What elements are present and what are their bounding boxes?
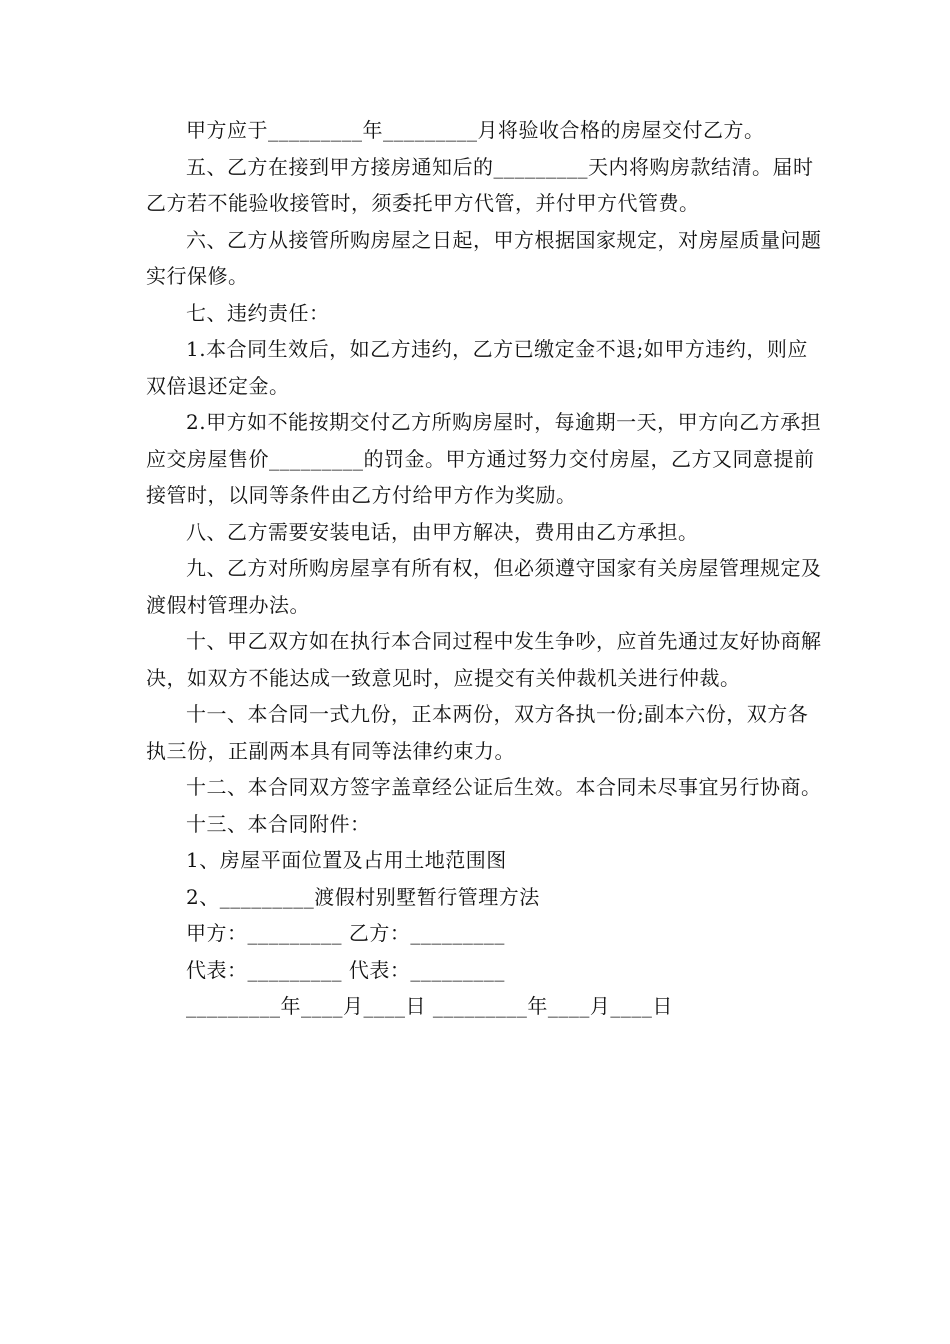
paragraph-attachment-2: 2、_________渡假村别墅暂行管理方法 xyxy=(186,884,540,909)
paragraph-attachment-1: 1、房屋平面位置及占用土地范围图 xyxy=(186,848,507,872)
paragraph-clause-11: 十一、本合同一式九份，正本两份，双方各执一份;副本六份，双方各执三份，正副两本具有同等法律约束力。 xyxy=(146,702,809,763)
document-page xyxy=(146,112,826,1025)
signature-party-line: 甲方：_________ 乙方：_________ xyxy=(186,921,505,945)
paragraph-clause-7-item-1: 1.本合同生效后，如乙方违约，乙方已缴定金不退;如甲方违约，则应双倍退还定金。 xyxy=(146,337,808,398)
paragraph-clause-10: 十、甲乙双方如在执行本合同过程中发生争吵，应首先通过友好协商解决，如双方不能达成一致意见时，应提交有关仲裁机关进行仲裁。 xyxy=(146,629,822,690)
paragraph-clause-13-heading: 十三、本合同附件： xyxy=(186,811,371,836)
signature-date-line: _________年____月____日 _________年____月____日 xyxy=(186,994,673,1018)
paragraph-clause-7-heading: 七、违约责任： xyxy=(186,300,330,325)
paragraph-clause-9: 九、乙方对所购房屋享有所有权，但必须遵守国家有关房屋管理规定及渡假村管理办法。 xyxy=(146,556,822,617)
signature-representative-line: 代表：_________ 代表：_________ xyxy=(186,957,505,982)
paragraph-clause-7-item-2: 2.甲方如不能按期交付乙方所购房屋时，每逾期一天，甲方向乙方承担应交房屋售价_________的罚金。甲方通过努力交付房屋，乙方又同意提前接管时，以同等条件由乙方付给甲方作为奖励。 xyxy=(146,410,822,507)
paragraph-clause-6: 六、乙方从接管所购房屋之日起，甲方根据国家规定，对房屋质量问题实行保修。 xyxy=(146,227,822,288)
paragraph-delivery: 甲方应于_________年_________月将验收合格的房屋交付乙方。 xyxy=(186,118,765,142)
paragraph-clause-12: 十二、本合同双方签字盖章经公证后生效。本合同未尽事宜另行协商。 xyxy=(186,775,822,799)
paragraph-clause-5: 五、乙方在接到甲方接房通知后的_________天内将购房款结清。届时乙方若不能验收接管时，须委托甲方代管，并付甲方代管费。 xyxy=(146,154,814,215)
paragraph-clause-8: 八、乙方需要安装电话，由甲方解决，费用由乙方承担。 xyxy=(186,519,699,544)
